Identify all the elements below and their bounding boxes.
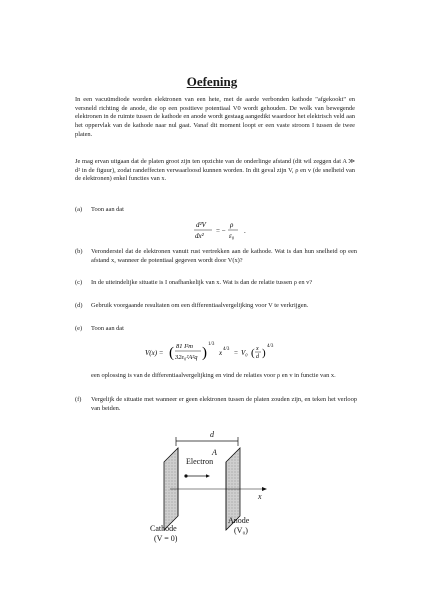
svg-text:32ε₀²A²q: 32ε₀²A²q [175, 354, 198, 361]
page-title: Oefening [186, 74, 238, 89]
item-text: Toon aan dat [91, 325, 124, 332]
item-label: (b) [75, 248, 83, 255]
diode-figure [150, 432, 280, 552]
svg-text:): ) [262, 347, 266, 359]
item-label: (c) [75, 279, 83, 286]
svg-text:4/3: 4/3 [267, 344, 274, 349]
equation-poisson-svg [190, 218, 260, 244]
svg-text:(: ( [169, 345, 174, 361]
item-b [75, 248, 357, 276]
svg-text:.: . [244, 227, 246, 235]
anode-label: Anode [228, 516, 250, 525]
distance-label: d [210, 430, 214, 439]
svg-text:V(x) =: V(x) = [145, 349, 164, 357]
intro-paragraph: In een vacuümdiode worden elektronen van een hete, met de aarde verbonden kathode "afgekookt" en versneld richting de anode, die op een positieve potentiaal V0 wordt gehouden. De wolk van bewegende elektronen in de ruimte tussen de kathode en anode wordt gestaag aangedikt waardoor het elektrisch veld aan het oppervlak van de kathode naar nul gaat. Vanaf dit moment loopt er een vaste stroom I tussen de twee platen. [75, 96, 355, 138]
item-text: Vergelijk de situatie met wanneer er geen elektronen tussen de platen zouden zijn, en teken het verloop van beiden. [91, 396, 357, 412]
svg-text:dx²: dx² [195, 232, 204, 240]
area-label: A [212, 448, 217, 457]
svg-text:=: = [234, 349, 238, 357]
svg-text:= −: = − [216, 227, 226, 235]
svg-text:V₀: V₀ [241, 349, 248, 357]
svg-text:): ) [202, 345, 207, 361]
item-text: In de uiteindelijke situatie is I onafhankelijk van x. Wat is dan de relatie tussen ρ en v? [91, 279, 313, 286]
item-text: een oplossing is van de differentiaalvergelijking en vind de relaties voor ρ en v in functie van x. [91, 372, 336, 379]
item-text: Toon aan dat [91, 206, 124, 213]
item-c [75, 279, 357, 299]
cathode-label: Cathode [150, 524, 177, 533]
svg-text:d: d [256, 354, 259, 360]
equation-child-langmuir-svg [143, 338, 303, 368]
svg-text:(: ( [251, 347, 255, 359]
x-axis-label: x [258, 492, 262, 501]
item-label: (e) [75, 325, 83, 332]
svg-text:1/3: 1/3 [208, 342, 215, 347]
cathode-voltage-label: (V = 0) [154, 534, 178, 543]
assumption-paragraph: Je mag ervan uitgaan dat de platen groot zijn ten opzichte van de onderlinge afstand (dit wil zeggen dat A ≫ d² in de figuur), zodat randeffecten verwaarloosd kunnen worden. In dit geval zijn V, ρ en v (de snelheid van de elektronen) enkel functies van x. [75, 158, 355, 183]
item-e [75, 325, 357, 335]
item-label: (d) [75, 302, 83, 309]
svg-text:ρ: ρ [230, 221, 234, 229]
svg-text:81 I²m: 81 I²m [176, 343, 193, 350]
equation-child-langmuir [143, 338, 303, 370]
equation-poisson [190, 218, 260, 246]
item-text: Gebruik voorgaande resultaten om een differentiaalvergelijking voor V te verkrijgen. [91, 302, 309, 309]
item-d [75, 302, 357, 322]
item-text: Veronderstel dat de elektronen vanuit rust vertrekken aan de kathode. Wat is dan hun snelheid op een afstand x, wanneer de potentiaal gegeven wordt door V(x)? [91, 248, 357, 264]
svg-text:4/3: 4/3 [223, 347, 230, 352]
electron-label: Electron [186, 457, 214, 466]
svg-text:x: x [219, 349, 223, 357]
svg-text:x: x [256, 346, 259, 352]
item-e-continuation [75, 372, 357, 392]
svg-text:ε₀: ε₀ [229, 232, 235, 240]
item-label: (a) [75, 206, 83, 213]
item-f [75, 396, 357, 416]
svg-text:d²V: d²V [196, 221, 206, 229]
anode-voltage-label: (V₀) [234, 526, 248, 535]
item-label: (f) [75, 396, 82, 403]
